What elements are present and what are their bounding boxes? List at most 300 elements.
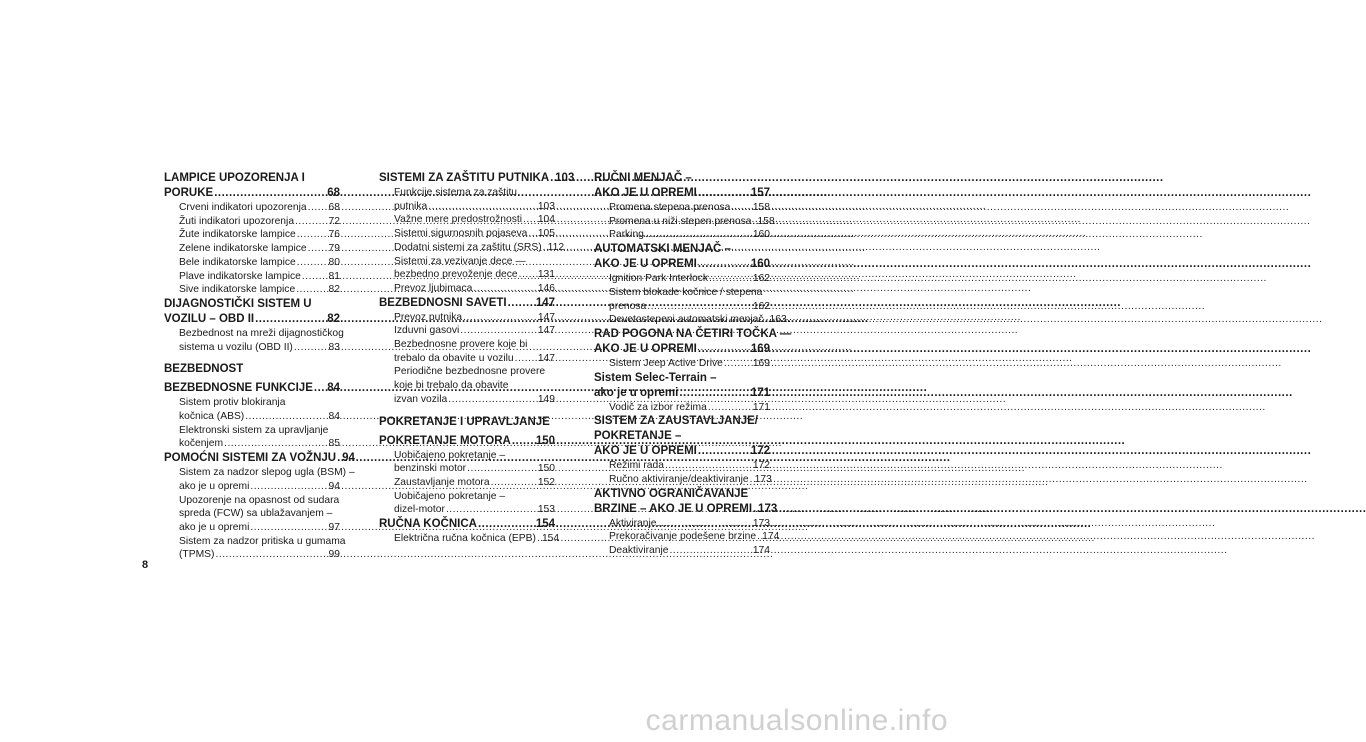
toc-page-number: 152	[537, 476, 555, 488]
toc-line	[394, 490, 555, 504]
toc-line	[594, 487, 770, 502]
dot-leader	[753, 215, 757, 229]
toc-main-entry	[594, 327, 792, 357]
toc-subentry	[594, 544, 770, 558]
toc-line	[609, 459, 770, 473]
toc-line-text: Sistemi za vezivanje dece —	[394, 255, 526, 267]
toc-subentry	[164, 466, 355, 493]
toc-line-text: Uobičajeno pokretanje –	[394, 490, 506, 502]
toc-line-text: Sistem za nadzor pritiska u gumama	[179, 535, 346, 547]
toc-line-text: BEZBEDNOSNE FUNKCIJE	[164, 382, 313, 395]
toc-main-entry	[594, 171, 770, 201]
toc-main-entry	[164, 297, 340, 327]
toc-page-number: 173	[754, 474, 772, 486]
toc-subentry	[379, 213, 555, 227]
toc-line	[179, 521, 340, 535]
toc-page-number: 160	[752, 229, 770, 241]
toc-page-number: 150	[535, 434, 555, 447]
dot-leader	[698, 342, 750, 357]
toc-page-number: 99	[328, 549, 340, 561]
toc-line	[394, 268, 555, 282]
dot-leader	[670, 544, 752, 558]
toc-line-text: AUTOMATSKI MENJAČ –	[594, 243, 731, 256]
toc-line	[179, 215, 340, 229]
toc-main-entry	[379, 171, 575, 186]
toc-line	[609, 272, 770, 286]
toc-page-number: 82	[327, 312, 340, 325]
dot-leader	[698, 444, 750, 459]
toc-section-heading	[379, 415, 555, 430]
toc-line-text: Prekoračivanje podešene brzine	[609, 531, 757, 543]
toc-line-text: Sistemi sigurnosnih pojaseva	[394, 228, 528, 240]
toc-subentry	[379, 490, 555, 517]
toc-line-text: Periodične bezbednosne provere	[394, 366, 546, 378]
dot-leader	[478, 517, 535, 532]
dot-leader	[698, 257, 750, 272]
dot-leader	[543, 241, 547, 255]
toc-line	[394, 241, 565, 255]
toc-main-entry	[594, 414, 770, 459]
toc-line	[394, 227, 555, 241]
toc-line-text: Crveni indikatori upozorenja	[179, 202, 307, 213]
toc-line-text: Sistem blokade kočnice / stepena	[609, 286, 763, 298]
dot-leader	[491, 476, 537, 490]
toc-line-text: Funkcije sistema za zaštitu	[394, 187, 518, 198]
toc-line	[594, 371, 770, 386]
toc-page-number: 112	[547, 241, 565, 253]
toc-main-entry	[594, 487, 778, 517]
toc-line	[179, 424, 340, 438]
toc-line	[394, 393, 555, 407]
toc-line	[394, 462, 555, 476]
toc-line-text: sistema u vozilu (OBD II)	[179, 341, 293, 353]
toc-line	[394, 186, 555, 200]
dot-leader	[250, 521, 327, 535]
toc-page-number: 146	[537, 282, 555, 294]
toc-page-number: 157	[750, 187, 770, 199]
toc-line-text: ako je u opremi	[179, 521, 250, 533]
toc-section-heading	[164, 362, 340, 377]
toc-page-number: 174	[752, 545, 770, 557]
toc-line-text: Promena stepena prenosa	[609, 202, 731, 213]
toc-subentry	[594, 201, 770, 215]
toc-page-number: 169	[752, 357, 770, 369]
toc-line-text: ako je u opremi	[594, 386, 679, 399]
toc-line	[609, 357, 770, 371]
dot-leader	[337, 451, 341, 466]
toc-line	[594, 444, 770, 459]
toc-line	[609, 215, 775, 229]
toc-line-text: Uobičajeno pokretanje –	[394, 449, 506, 461]
toc-line-text: Režimi rada	[609, 460, 664, 472]
dot-leader	[708, 401, 752, 415]
dot-leader	[757, 530, 761, 544]
toc-line	[394, 449, 555, 463]
toc-line	[609, 300, 770, 314]
toc-line	[394, 532, 560, 546]
dot-leader	[765, 313, 769, 327]
toc-page-number: 149	[537, 393, 555, 405]
toc-main-entry	[164, 451, 355, 466]
toc-line	[394, 379, 555, 393]
toc-line-text: AKO JE U OPREMI	[594, 187, 697, 199]
toc-page-number: 160	[750, 258, 770, 271]
dot-leader	[647, 300, 752, 314]
toc-subentry	[379, 227, 555, 241]
toc-page-number: 153	[537, 504, 555, 516]
toc-subentry	[164, 270, 340, 284]
toc-subentry	[379, 532, 560, 546]
toc-line	[394, 282, 555, 296]
toc-line-text: spreda (FCW) sa ublažavanjem –	[179, 508, 333, 520]
toc-line-text: Zaustavljanje motora	[394, 476, 490, 488]
toc-line	[394, 324, 555, 338]
toc-subentry	[379, 365, 555, 406]
toc-subentry	[379, 241, 565, 255]
toc-line-text: POKRETANJE MOTORA	[379, 434, 511, 447]
dot-leader	[302, 270, 328, 284]
toc-line-text: Bezbednosne provere koje bi	[394, 339, 528, 351]
toc-page-number: 68	[328, 202, 340, 213]
toc-subentry	[379, 311, 555, 325]
toc-line-text: Bezbednost na mreži dijagnostičkog	[179, 327, 344, 339]
dot-leader	[460, 324, 537, 338]
toc-subentry	[594, 459, 770, 473]
toc-page-number: 147	[537, 311, 555, 323]
toc-subentry	[379, 282, 555, 296]
toc-line	[594, 386, 770, 401]
toc-page-number: 174	[762, 531, 780, 543]
toc-line-text: Aktiviranje	[609, 517, 657, 529]
toc-line-text: izvan vozila	[394, 393, 448, 405]
dot-leader	[250, 480, 327, 494]
dot-leader	[297, 228, 328, 242]
toc-page-number: 158	[757, 215, 775, 227]
toc-line	[179, 507, 340, 521]
toc-line-text: RUČNI MENJAČ –	[594, 172, 692, 184]
toc-subentry	[164, 228, 340, 242]
toc-main-entry	[594, 242, 770, 272]
toc-page-number: 84	[328, 411, 340, 423]
toc-page-number: 68	[327, 187, 340, 199]
toc-line	[164, 362, 340, 377]
dot-leader	[724, 357, 752, 371]
toc-line	[609, 201, 770, 215]
toc-line-text: Dodatni sistemi za zaštitu (SRS)	[394, 241, 542, 253]
toc-line	[594, 502, 778, 517]
toc-page-number: 94	[342, 452, 355, 465]
dot-leader	[467, 462, 537, 476]
toc-line	[394, 338, 555, 352]
toc-line-text: Sistem Jeep Active Drive	[609, 357, 723, 369]
toc-page-number: 162	[752, 273, 770, 285]
toc-page-number: 94	[328, 480, 340, 492]
page-number: 8	[142, 559, 149, 571]
toc-line	[179, 256, 340, 270]
toc-subentry	[164, 256, 340, 270]
toc-line-text: Vodič za izbor režima	[609, 401, 707, 413]
toc-line	[179, 201, 340, 215]
toc-line-text: bezbedno prevoženje dece	[394, 269, 518, 281]
toc-line-text: Žute indikatorske lampice	[179, 229, 296, 241]
dot-leader	[308, 242, 328, 256]
toc-page-number: 173	[752, 517, 770, 529]
toc-line	[594, 414, 770, 429]
toc-page-number: 169	[750, 342, 770, 355]
dot-leader	[294, 341, 328, 355]
toc-line	[179, 327, 344, 341]
toc-page-number: 150	[537, 463, 555, 475]
toc-line	[379, 171, 575, 186]
toc-page-number: 147	[535, 296, 555, 309]
toc-column-right	[594, 171, 792, 558]
toc-line-text: Važne mere predostrožnosti	[394, 214, 523, 226]
toc-line	[164, 171, 340, 186]
toc-line-text: koje bi trebalo da obavite	[394, 380, 509, 392]
toc-line-text: SISTEM ZA ZAUSTAVLJANJE/	[594, 415, 758, 428]
toc-main-entry	[379, 296, 555, 311]
toc-line	[179, 396, 340, 410]
toc-subentry	[594, 272, 770, 286]
toc-line	[609, 401, 770, 415]
toc-page-number: 173	[758, 502, 778, 515]
dot-leader	[528, 227, 536, 241]
dot-leader	[709, 272, 752, 286]
toc-page-number: 147	[537, 325, 555, 337]
toc-line	[394, 365, 555, 379]
toc-line	[394, 311, 555, 325]
toc-line-text: AKTIVNO OGRANIČAVANJE	[594, 487, 749, 500]
dot-leader	[658, 517, 752, 531]
toc-main-entry	[164, 171, 340, 201]
toc-line-text: Devetostepeni automatski menjač	[609, 314, 764, 326]
dot-leader	[665, 459, 752, 473]
toc-line-text: Deaktiviranje	[609, 545, 669, 557]
toc-line	[164, 451, 355, 466]
dot-leader	[255, 312, 326, 327]
toc-page-number: 81	[328, 270, 340, 282]
toc-line-text: BRZINE – AKO JE U OPREMI	[594, 502, 753, 515]
toc-line-text: trebalo da obavite u vozilu	[394, 352, 514, 364]
toc-main-entry	[379, 517, 555, 532]
toc-subentry	[164, 424, 340, 451]
toc-page-number: 80	[328, 256, 340, 268]
dot-leader	[214, 186, 326, 201]
toc-page-number: 105	[537, 228, 555, 240]
toc-subentry	[379, 476, 555, 490]
toc-line-text: RUČNA KOČNICA	[379, 518, 477, 531]
toc-main-entry	[379, 434, 555, 449]
toc-line	[594, 342, 770, 357]
toc-line	[164, 186, 340, 201]
toc-subentry	[379, 449, 555, 476]
toc-line-text: Parking	[609, 229, 644, 241]
toc-line	[594, 186, 770, 201]
toc-line	[609, 517, 770, 531]
dot-leader	[215, 548, 327, 562]
dot-leader	[515, 352, 537, 366]
toc-line	[179, 535, 346, 549]
toc-page-number: 82	[328, 284, 340, 296]
toc-line	[179, 410, 340, 424]
toc-line	[609, 286, 770, 300]
dot-leader	[512, 434, 535, 449]
toc-line-text: SISTEMI ZA ZAŠTITU PUTNIKA	[379, 172, 550, 184]
toc-line	[379, 517, 555, 532]
dot-leader	[314, 381, 326, 396]
toc-subentry	[594, 517, 770, 531]
toc-line-text: RAD POGONA NA ČETIRI TOČKA —	[594, 327, 792, 340]
toc-page-number: 83	[328, 341, 340, 353]
toc-line-text: putnika	[394, 200, 428, 212]
toc-page-number: 154	[535, 518, 555, 531]
toc-line	[379, 415, 555, 430]
toc-line-text: Sistem za nadzor slepog ugla (BSM) –	[179, 467, 355, 479]
toc-line	[179, 228, 340, 242]
toc-subentry	[164, 535, 346, 562]
toc-line-text: Zelene indikatorske lampice	[179, 243, 307, 255]
toc-main-entry	[594, 371, 770, 401]
dot-leader	[679, 386, 749, 401]
toc-line-text: ako je u opremi	[179, 480, 250, 492]
toc-line	[164, 297, 340, 312]
toc-page-number: 72	[328, 215, 340, 227]
dot-leader	[523, 213, 537, 227]
toc-line-text: Prevoz ljubimaca	[394, 282, 473, 294]
toc-page-number: 158	[752, 202, 770, 213]
toc-line	[609, 228, 770, 242]
toc-page-number: 147	[537, 352, 555, 364]
toc-line-text: Ručno aktiviranje/deaktiviranje	[609, 474, 749, 486]
dot-leader	[448, 393, 537, 407]
toc-line-text: LAMPICE UPOZORENJA I	[164, 172, 305, 184]
toc-page-number: 172	[752, 460, 770, 472]
toc-line-text: POMOĆNI SISTEMI ZA VOŽNJU	[164, 452, 337, 465]
watermark-text: carmanualsonline.info	[645, 704, 948, 737]
toc-line	[179, 548, 340, 562]
toc-line-text: DIJAGNOSTIČKI SISTEM U	[164, 297, 312, 310]
dot-leader	[645, 228, 752, 242]
toc-line-text: AKO JE U OPREMI	[594, 342, 697, 355]
toc-line	[609, 473, 770, 487]
toc-line-text: Žuti indikatori upozorenja	[179, 215, 295, 227]
toc-page-number: 171	[752, 401, 770, 413]
toc-page-number: 163	[769, 314, 787, 326]
toc-line	[594, 171, 770, 186]
toc-line	[594, 242, 770, 257]
toc-main-entry	[164, 381, 340, 396]
toc-subentry	[594, 357, 770, 371]
toc-line-text: prenosa	[609, 300, 647, 312]
toc-column-left	[164, 171, 355, 562]
toc-line-text: AKO JE U OPREMI	[594, 258, 697, 271]
dot-leader	[308, 201, 328, 215]
toc-line-text: BEZBEDNOST	[164, 363, 244, 376]
toc-page-number: 76	[328, 229, 340, 241]
toc-subentry	[164, 494, 340, 535]
toc-line	[394, 476, 555, 490]
toc-line	[179, 480, 340, 494]
toc-page-number: 84	[327, 382, 340, 395]
toc-line-text: PORUKE	[164, 187, 214, 199]
toc-subentry	[164, 283, 340, 297]
toc-page-number: 162	[752, 300, 770, 312]
toc-subentry	[379, 338, 555, 365]
toc-page-number: 171	[750, 386, 770, 399]
toc-line-text: Električna ručna kočnica (EPB)	[394, 533, 536, 545]
toc-line	[609, 313, 787, 327]
toc-column-middle	[379, 171, 575, 546]
dot-leader	[753, 502, 757, 517]
toc-line-text: dizel-motor	[394, 504, 445, 516]
dot-leader	[245, 410, 327, 424]
dot-leader	[731, 201, 751, 215]
toc-line	[394, 503, 555, 517]
toc-page-number: 131	[537, 269, 555, 281]
toc-line-text: Bele indikatorske lampice	[179, 256, 296, 268]
toc-subentry	[379, 255, 555, 282]
toc-page-number: 85	[328, 438, 340, 450]
toc-subentry	[164, 215, 340, 229]
toc-subentry	[164, 242, 340, 256]
toc-line	[179, 270, 340, 284]
toc-subentry	[594, 473, 770, 487]
toc-subentry	[594, 313, 787, 327]
toc-subentry	[164, 201, 340, 215]
toc-line	[179, 341, 340, 355]
toc-line-text: Elektronski sistem za upravljanje	[179, 424, 329, 436]
toc-subentry	[164, 396, 340, 423]
toc-page-number: 103	[537, 200, 555, 212]
toc-line	[179, 283, 340, 297]
dot-leader	[698, 186, 750, 201]
toc-subentry	[379, 186, 555, 213]
toc-line	[179, 466, 355, 480]
toc-line	[594, 327, 792, 342]
toc-line-text: kočnica (ABS)	[179, 411, 245, 423]
dot-leader	[473, 282, 536, 296]
toc-line	[394, 213, 555, 227]
toc-line	[379, 434, 555, 449]
dot-leader	[537, 532, 541, 546]
toc-line	[609, 530, 780, 544]
toc-line	[179, 494, 340, 508]
toc-subentry	[594, 401, 770, 415]
dot-leader	[297, 256, 328, 270]
toc-line	[394, 352, 555, 366]
toc-line-text: Ignition Park Interlock	[609, 273, 709, 285]
toc-subentry	[594, 286, 770, 313]
toc-line-text: VOZILU – OBD II	[164, 312, 255, 325]
toc-page-number: 103	[555, 172, 575, 184]
toc-line-text: Promena u niži stepen prenosa	[609, 215, 752, 227]
toc-line	[164, 381, 340, 396]
dot-leader	[508, 296, 535, 311]
toc-page-number: 97	[328, 521, 340, 533]
toc-line	[394, 200, 555, 214]
toc-subentry	[594, 228, 770, 242]
toc-page-number: 172	[750, 445, 770, 458]
dot-leader	[428, 200, 537, 214]
toc-line	[179, 242, 340, 256]
dot-leader	[296, 283, 327, 297]
toc-line	[594, 429, 770, 444]
dot-leader	[463, 311, 537, 325]
toc-line	[179, 437, 340, 451]
toc-page-number: 104	[537, 214, 555, 226]
toc-line	[394, 255, 555, 269]
toc-line-text: Plave indikatorske lampice	[179, 270, 301, 282]
